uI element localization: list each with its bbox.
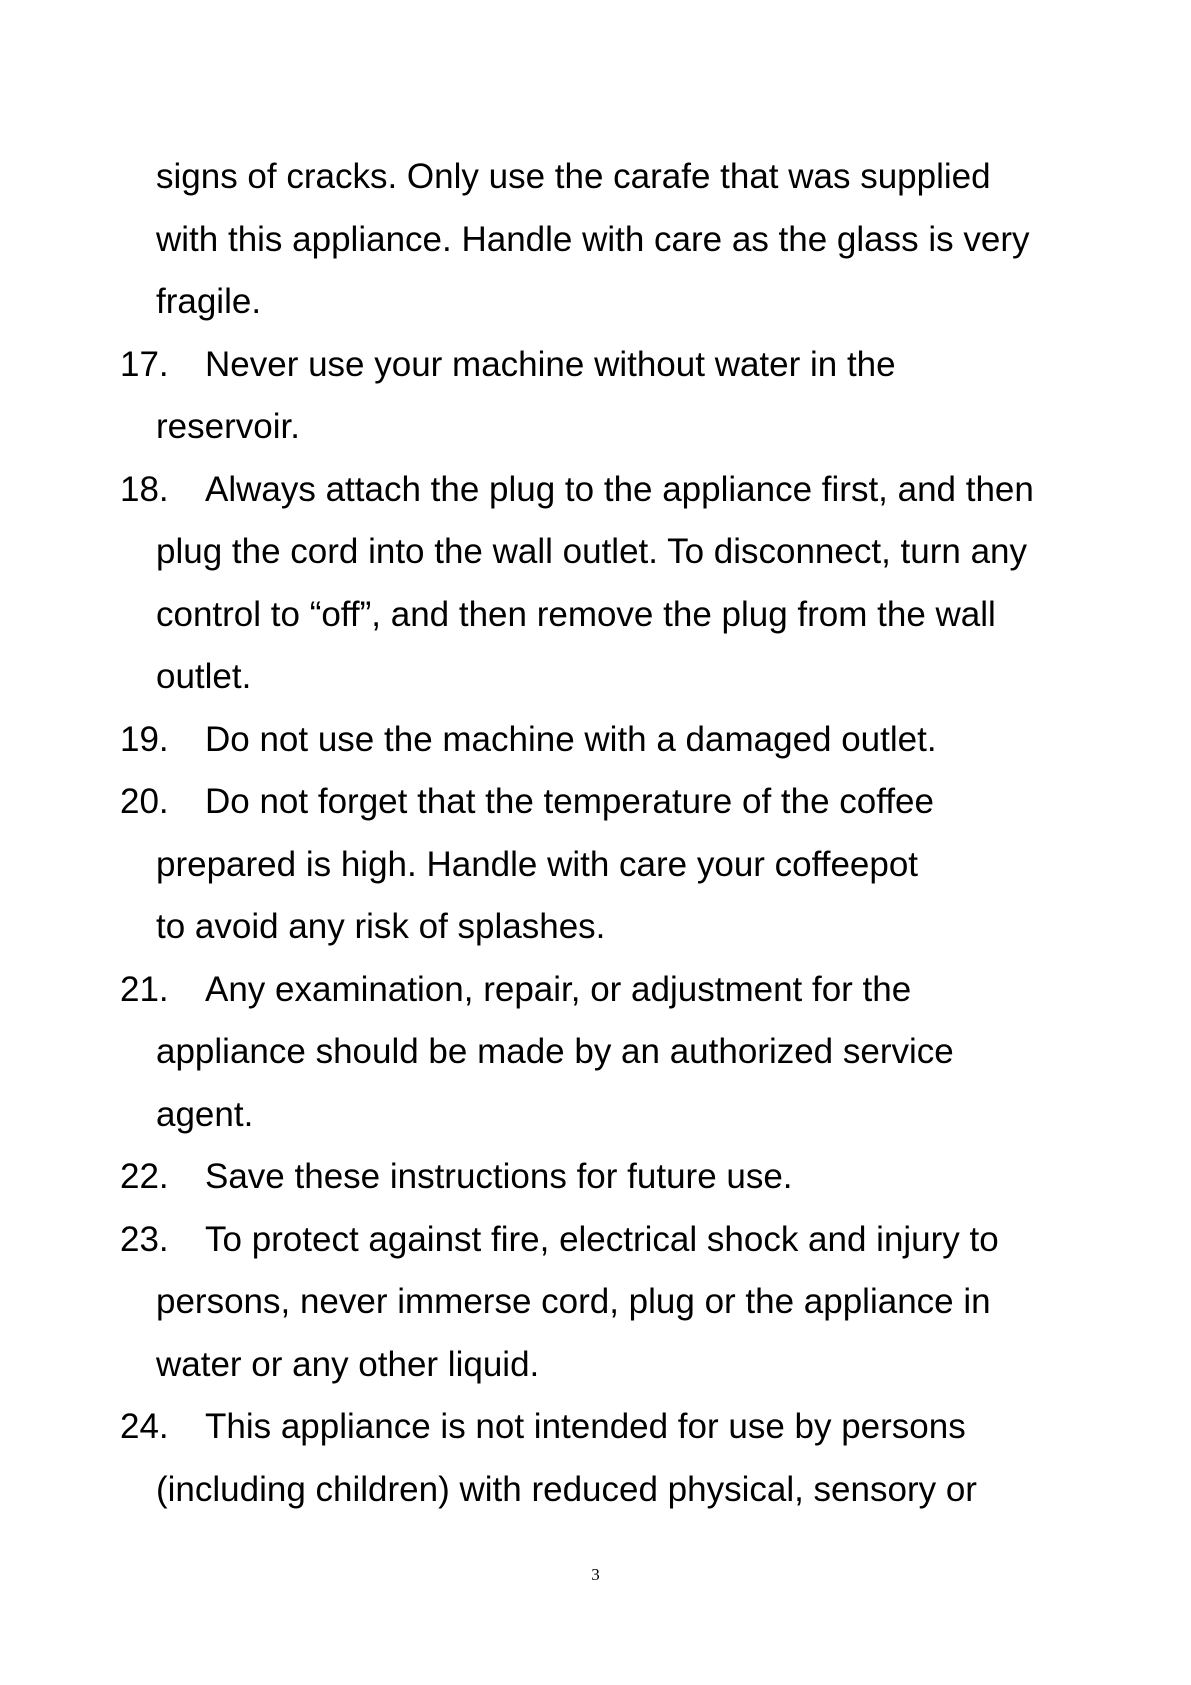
item-number: 22.: [120, 1157, 169, 1196]
text-line: prepared is high. Handle with care your coffeepot: [156, 844, 919, 884]
list-item: [120, 459, 1120, 709]
text-line: to avoid any risk of splashes.: [156, 907, 606, 946]
text-line: This appliance is not intended for use by persons: [205, 1407, 966, 1446]
text-line: To protect against fire, electrical shock and injury to: [205, 1219, 999, 1259]
text-line: Always attach the plug to the appliance first, and then: [205, 469, 1034, 509]
text-line: (including children) with reduced physical, sensory or: [156, 1469, 977, 1509]
item-number: 21.: [120, 969, 169, 1009]
item-number: 18.: [120, 469, 169, 509]
list-item: [120, 771, 1120, 959]
text-line: Do not use the machine with a damaged outlet.: [205, 719, 937, 759]
item-number: 24.: [120, 1407, 169, 1446]
item-number: 19.: [120, 719, 169, 759]
text-line: Do not forget that the temperature of the coffee: [205, 782, 934, 821]
page-number: 3: [591, 1565, 600, 1584]
text-line: Save these instructions for future use.: [205, 1157, 793, 1196]
text-line: appliance should be made by an authorized service: [156, 1032, 954, 1071]
list-item: [120, 1396, 1120, 1521]
instruction-list: [120, 146, 1120, 1521]
item-number: 23.: [120, 1219, 169, 1259]
text-line: persons, never immerse cord, plug or the appliance in: [156, 1282, 991, 1321]
text-line: water or any other liquid.: [156, 1344, 540, 1384]
list-item: [120, 709, 1120, 772]
list-item: [120, 334, 1120, 459]
item-number: 17.: [120, 344, 169, 384]
list-item: [120, 1146, 1120, 1209]
list-item: [120, 959, 1120, 1147]
text-line: fragile.: [156, 282, 262, 321]
text-line: Any examination, repair, or adjustment for the: [205, 969, 912, 1009]
text-line: outlet.: [156, 657, 252, 696]
text-line: control to “off”, and then remove the plug from the wall: [156, 594, 996, 634]
text-line: signs of cracks. Only use the carafe that was supplied: [156, 157, 991, 196]
text-line: with this appliance. Handle with care as the glass is very: [156, 219, 1030, 259]
text-line: plug the cord into the wall outlet. To disconnect, turn any: [156, 532, 1028, 571]
list-item: [120, 1209, 1120, 1397]
continuation-paragraph: [120, 146, 1120, 334]
item-number: 20.: [120, 782, 169, 821]
text-line: Never use your machine without water in the: [205, 344, 896, 384]
text-line: agent.: [156, 1094, 254, 1134]
text-line: reservoir.: [156, 407, 300, 446]
